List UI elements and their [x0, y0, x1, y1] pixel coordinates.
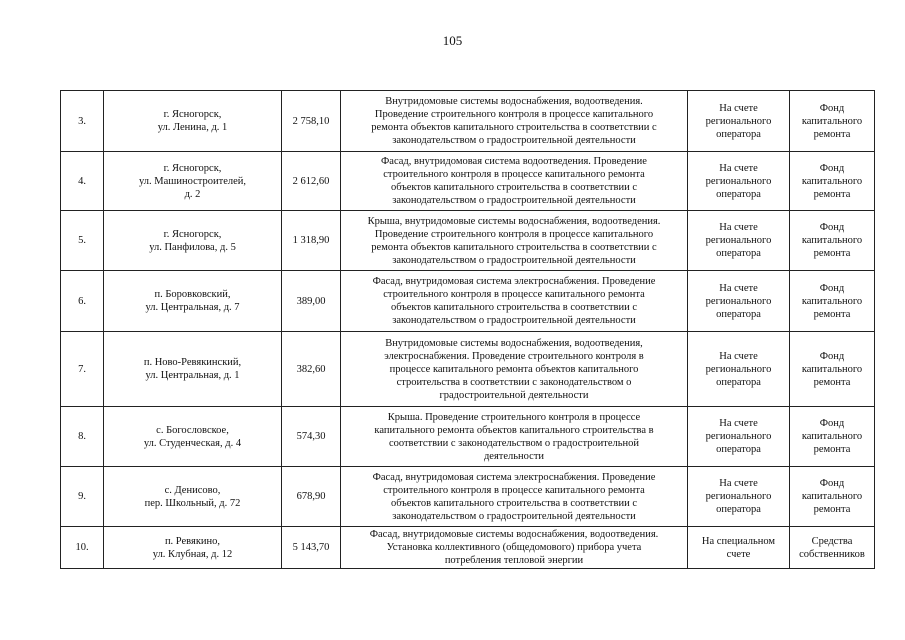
works-line: Проведение строительного контроля в процессе капитального	[374, 228, 654, 240]
area-cell: 2 758,10	[282, 91, 341, 152]
table-row	[61, 467, 875, 527]
row-number: 5.	[61, 211, 104, 271]
works-line: объектов капитального строительства в соответствии с	[391, 302, 637, 313]
account-line: оператора	[716, 308, 761, 320]
funding-source-line: Средства	[811, 535, 853, 547]
page-number: 105	[442, 33, 463, 48]
funding-source-line: ремонта	[813, 308, 851, 320]
works-line: ремонта объектов капитального строительства в соответствии с	[371, 241, 657, 253]
account-cell	[688, 467, 790, 527]
account-line: регионального	[705, 363, 772, 375]
address-cell	[104, 527, 282, 569]
account-cell	[688, 527, 790, 569]
account-line: На счете	[719, 162, 758, 174]
address-cell	[104, 467, 282, 527]
address-line: п. Ново-Ревякинский,	[143, 357, 242, 368]
account-line: оператора	[716, 248, 761, 259]
funding-source-cell	[790, 467, 875, 527]
works-cell	[341, 527, 688, 569]
account-line: На счете	[719, 222, 758, 233]
address-line: п. Боровковский,	[154, 289, 231, 300]
funding-source-line: собственников	[799, 548, 865, 560]
funding-source-line: ремонта	[813, 188, 851, 200]
works-line: строительного контроля в процессе капитального ремонта	[383, 289, 645, 300]
address-line: ул. Студенческая, д. 4	[143, 437, 242, 449]
works-cell	[341, 91, 688, 152]
address-line: ул. Панфилова, д. 5	[149, 241, 236, 253]
table-row	[61, 527, 875, 569]
funding-source-line: Фонд	[819, 478, 845, 489]
capital-repair-table	[60, 90, 875, 569]
works-line: соответствии с законодательством о градостроительной	[388, 437, 640, 449]
address-line: г. Ясногорск,	[163, 228, 222, 240]
account-line: регионального	[705, 175, 772, 187]
account-line: На счете	[719, 478, 758, 489]
account-line: оператора	[716, 444, 761, 455]
works-cell	[341, 271, 688, 332]
funding-source-cell	[790, 527, 875, 569]
works-line: деятельности	[483, 450, 545, 462]
account-line: На счете	[719, 418, 758, 429]
account-cell	[688, 407, 790, 467]
account-line: регионального	[705, 115, 772, 127]
table-row	[61, 407, 875, 467]
account-line: На специальном	[701, 535, 776, 547]
funding-source-cell	[790, 332, 875, 407]
works-line: Фасад, внутридомовая система водоотведения. Проведение	[381, 156, 647, 167]
account-line: На счете	[719, 102, 758, 114]
account-cell	[688, 332, 790, 407]
account-line: оператора	[716, 376, 761, 388]
works-line: строительства в соответствии с законодательством о	[396, 376, 632, 388]
row-number: 4.	[61, 152, 104, 211]
address-line: п. Ревякино,	[164, 535, 221, 547]
works-line: Фасад, внутридомовая система электроснабжения. Проведение	[372, 276, 656, 287]
table-row	[61, 211, 875, 271]
funding-source-line: Фонд	[819, 418, 845, 429]
account-line: оператора	[716, 128, 761, 140]
funding-source-line: ремонта	[813, 504, 851, 515]
account-line: регионального	[705, 235, 772, 246]
funding-source-cell	[790, 407, 875, 467]
works-line: законодательством о градостроительной деятельности	[392, 254, 636, 266]
funding-source-cell	[790, 152, 875, 211]
account-line: регионального	[705, 491, 772, 502]
row-number: 6.	[61, 271, 104, 332]
works-line: потребления тепловой энергии	[444, 555, 584, 566]
area-cell: 2 612,60	[282, 152, 341, 211]
area-cell: 574,30	[282, 407, 341, 467]
address-line: ул. Машиностроителей,	[139, 175, 246, 187]
account-cell	[688, 271, 790, 332]
funding-source-line: Фонд	[819, 222, 845, 233]
table-row	[61, 152, 875, 211]
table-row	[61, 332, 875, 407]
row-number: 7.	[61, 332, 104, 407]
funding-source-line: капитального	[801, 363, 863, 375]
works-line: Крыша, внутридомовые системы водоснабжения, водоотведения.	[367, 215, 661, 227]
account-line: счете	[726, 548, 751, 560]
works-cell	[341, 152, 688, 211]
account-line: На счете	[719, 282, 758, 294]
funding-source-line: капитального	[801, 431, 863, 442]
row-number: 3.	[61, 91, 104, 152]
funding-source-line: капитального	[801, 491, 863, 502]
area-cell: 389,00	[282, 271, 341, 332]
address-line: пер. Школьный, д. 72	[144, 497, 241, 509]
funding-source-line: ремонта	[813, 376, 851, 388]
works-line: капитального ремонта объектов капитального строительства в	[374, 424, 654, 436]
address-line: ул. Центральная, д. 7	[145, 302, 240, 313]
works-line: градостроительной деятельности	[439, 389, 589, 401]
account-line: регионального	[705, 431, 772, 442]
funding-source-line: ремонта	[813, 248, 851, 259]
address-line: с. Денисово,	[164, 484, 221, 496]
account-line: На счете	[719, 350, 758, 362]
funding-source-line: ремонта	[813, 128, 851, 140]
account-line: оператора	[716, 504, 761, 515]
funding-source-line: Фонд	[819, 282, 845, 294]
table-row	[61, 271, 875, 332]
funding-source-cell	[790, 91, 875, 152]
address-line: ул. Клубная, д. 12	[152, 548, 233, 560]
funding-source-line: ремонта	[813, 444, 851, 455]
account-cell	[688, 152, 790, 211]
area-cell: 382,60	[282, 332, 341, 407]
funding-source-line: капитального	[801, 175, 863, 187]
works-line: Установка коллективного (общедомового) прибора учета	[386, 542, 642, 553]
funding-source-cell	[790, 271, 875, 332]
works-line: электроснабжения. Проведение строительного контроля в	[384, 350, 644, 362]
works-cell	[341, 407, 688, 467]
works-line: Фасад, внутридомовые системы водоснабжения, водоотведения.	[369, 529, 659, 540]
address-line: д. 2	[184, 188, 201, 200]
account-cell	[688, 91, 790, 152]
address-cell	[104, 91, 282, 152]
funding-source-line: капитального	[801, 295, 863, 307]
works-cell	[341, 211, 688, 271]
funding-source-line: капитального	[801, 235, 863, 246]
account-line: оператора	[716, 188, 761, 200]
address-line: ул. Центральная, д. 1	[145, 370, 240, 381]
works-line: процессе капитального ремонта объектов капитального	[389, 363, 639, 375]
funding-source-cell	[790, 211, 875, 271]
account-line: регионального	[705, 295, 772, 307]
address-cell	[104, 332, 282, 407]
works-line: строительного контроля в процессе капитального ремонта	[383, 484, 645, 496]
area-cell: 1 318,90	[282, 211, 341, 271]
works-line: законодательством о градостроительной деятельности	[392, 510, 636, 522]
works-line: законодательством о градостроительной деятельности	[392, 135, 636, 146]
works-line: Фасад, внутридомовая система электроснабжения. Проведение	[372, 471, 656, 483]
address-line: г. Ясногорск,	[163, 109, 222, 120]
funding-source-line: капитального	[801, 115, 863, 127]
table-row	[61, 91, 875, 152]
address-line: г. Ясногорск,	[163, 162, 222, 174]
works-line: Крыша. Проведение строительного контроля в процессе	[387, 411, 641, 423]
works-line: объектов капитального строительства в соответствии с	[391, 497, 637, 509]
works-line: строительного контроля в процессе капитального ремонта	[383, 169, 645, 180]
works-line: Внутридомовые системы водоснабжения, водоотведения.	[385, 96, 643, 107]
area-cell: 678,90	[282, 467, 341, 527]
works-cell	[341, 332, 688, 407]
works-line: ремонта объектов капитального строительства в соответствии с	[371, 122, 657, 133]
funding-source-line: Фонд	[819, 102, 845, 114]
address-line: ул. Ленина, д. 1	[157, 122, 228, 133]
account-cell	[688, 211, 790, 271]
address-line: с. Богословское,	[156, 424, 229, 436]
area-cell: 5 143,70	[282, 527, 341, 569]
address-cell	[104, 152, 282, 211]
row-number: 9.	[61, 467, 104, 527]
works-line: законодательством о градостроительной деятельности	[392, 315, 636, 326]
works-line: законодательством о градостроительной деятельности	[392, 195, 636, 206]
address-cell	[104, 407, 282, 467]
works-cell	[341, 467, 688, 527]
works-line: объектов капитального строительства в соответствии с	[391, 182, 637, 193]
address-cell	[104, 271, 282, 332]
address-cell	[104, 211, 282, 271]
works-line: Внутридомовые системы водоснабжения, водоотведения,	[385, 337, 643, 349]
funding-source-line: Фонд	[819, 350, 845, 362]
works-line: Проведение строительного контроля в процессе капитального	[374, 109, 654, 120]
table-body	[61, 91, 875, 569]
row-number: 8.	[61, 407, 104, 467]
funding-source-line: Фонд	[819, 162, 845, 174]
row-number: 10.	[61, 527, 104, 569]
